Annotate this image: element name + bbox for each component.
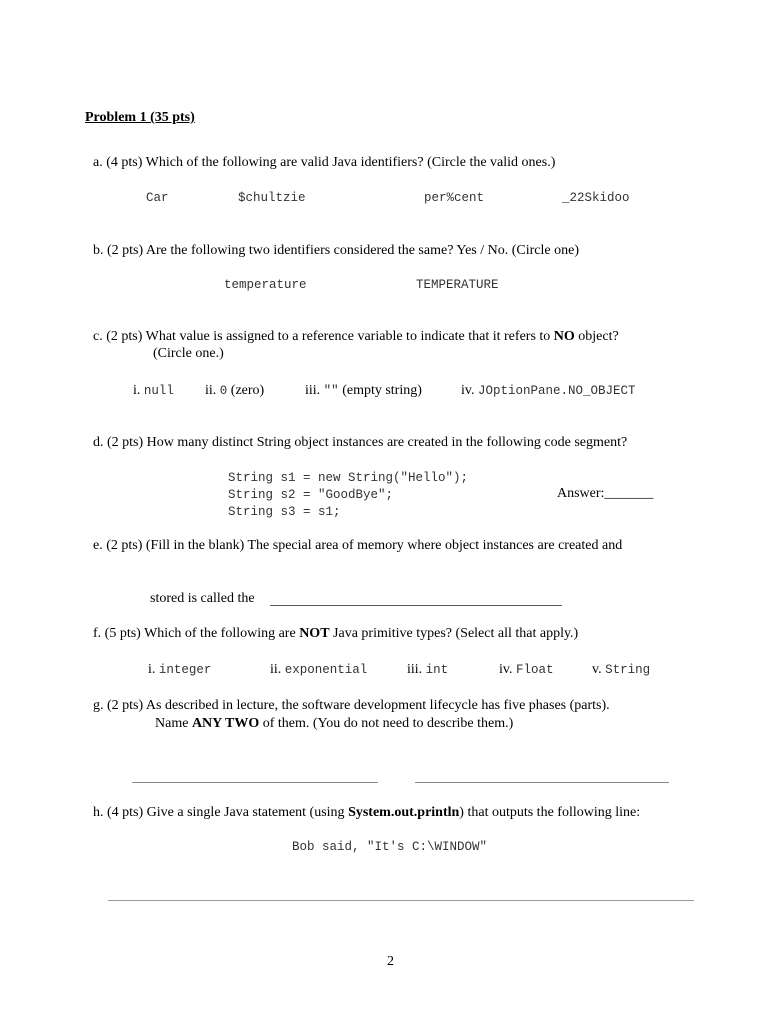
option-a-4[interactable]: _22Skidoo xyxy=(562,191,630,205)
option-f-3[interactable]: iii. int xyxy=(407,662,449,677)
option-a-3[interactable]: per%cent xyxy=(424,191,485,205)
code-block xyxy=(228,470,468,521)
option-c-3[interactable]: iii. "" (empty string) xyxy=(305,383,422,398)
answer-line-1[interactable] xyxy=(132,782,378,783)
question-e-prompt: e. (2 pts) (Fill in the blank) The special area of memory where object instances are created and xyxy=(93,538,623,553)
fill-in-blank-line[interactable] xyxy=(270,605,562,606)
answer-line-h[interactable] xyxy=(108,900,694,901)
question-c-prompt: c. (2 pts) What value is assigned to a reference variable to indicate that it refers to NO object? xyxy=(93,329,619,344)
answer-blank[interactable]: Answer:_______ xyxy=(557,486,654,501)
code-line: String s3 = s1; xyxy=(228,505,341,519)
question-g-prompt: g. (2 pts) As described in lecture, the software development lifecycle has five phases (parts). xyxy=(93,698,610,713)
option-f-5[interactable]: v. String xyxy=(592,662,651,677)
option-c-2[interactable]: ii. 0 (zero) xyxy=(205,383,265,398)
question-d-prompt: d. (2 pts) How many distinct String object instances are created in the following code segment? xyxy=(93,435,628,450)
question-f-prompt: f. (5 pts) Which of the following are NOT Java primitive types? (Select all that apply.) xyxy=(93,626,579,641)
option-b-2: TEMPERATURE xyxy=(416,278,499,292)
option-c-4[interactable]: iv. JOptionPane.NO_OBJECT xyxy=(461,383,636,398)
option-c-1[interactable]: i. null xyxy=(133,383,174,398)
page-number: 2 xyxy=(387,954,394,969)
code-line: String s1 = new String("Hello"); xyxy=(228,471,469,485)
option-a-2[interactable]: $chultzie xyxy=(238,191,306,205)
option-f-2[interactable]: ii. exponential xyxy=(270,662,368,677)
option-a-1[interactable]: Car xyxy=(146,191,169,205)
code-line: String s2 = "GoodBye"; xyxy=(228,488,394,502)
question-g-prompt-line2: Name ANY TWO of them. (You do not need to describe them.) xyxy=(155,716,514,731)
option-b-1: temperature xyxy=(224,278,307,292)
question-a-prompt: a. (4 pts) Which of the following are valid Java identifiers? (Circle the valid ones.) xyxy=(93,155,556,170)
option-f-4[interactable]: iv. Float xyxy=(499,662,554,677)
question-h-prompt: h. (4 pts) Give a single Java statement (using System.out.println) that outputs the following line: xyxy=(93,805,641,820)
expected-output: Bob said, "It's C:\WINDOW" xyxy=(292,840,488,854)
answer-line-2[interactable] xyxy=(415,782,669,783)
question-b-prompt: b. (2 pts) Are the following two identifiers considered the same? Yes / No. (Circle one) xyxy=(93,243,580,258)
question-e-prompt-line2: stored is called the xyxy=(150,591,255,606)
question-c-prompt-line2: (Circle one.) xyxy=(153,346,224,361)
option-f-1[interactable]: i. integer xyxy=(148,662,212,677)
problem-heading: Problem 1 (35 pts) xyxy=(85,110,195,125)
